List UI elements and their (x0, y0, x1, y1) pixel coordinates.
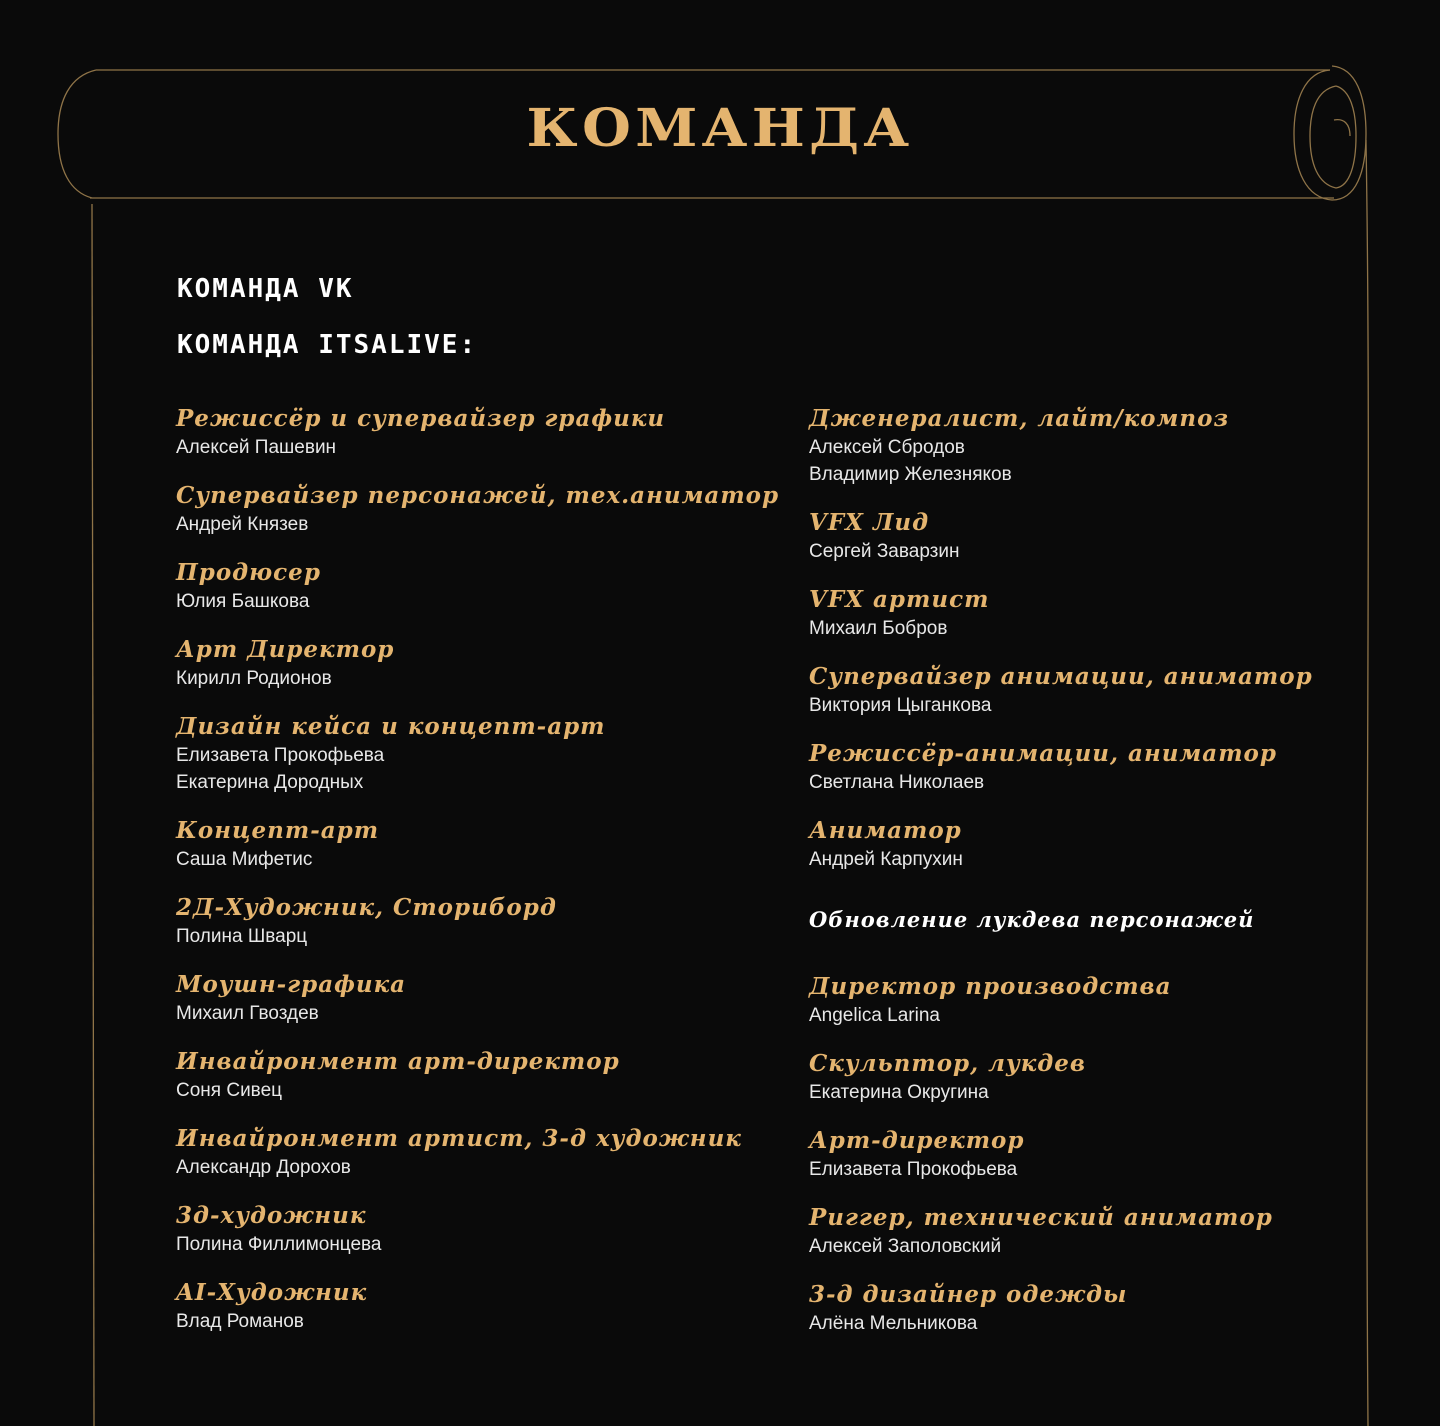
person-name: Михаил Бобров (809, 618, 948, 639)
role-title: Риггер, технический аниматор (809, 1204, 1273, 1231)
person-name: Елизавета Прокофьева (809, 1159, 1018, 1180)
role-title: Инвайронмент арт-директор (176, 1048, 620, 1075)
person-name: Соня Сивец (176, 1080, 283, 1101)
person-name: Андрей Карпухин (809, 849, 963, 870)
person-name: Екатерина Дородных (176, 772, 364, 793)
role-title: Моушн-графика (176, 971, 407, 998)
person-name: Влад Романов (176, 1311, 304, 1332)
person-name: Саша Мифетис (176, 849, 313, 870)
role-title: Режиссёр и супервайзер графики (176, 405, 666, 432)
lookdev-section-heading: Обновление лукдева персонажей (809, 907, 1255, 932)
role-title: Супервайзер анимации, аниматор (809, 663, 1313, 690)
scroll-left-edge (92, 204, 94, 1426)
person-name: Кирилл Родионов (176, 668, 332, 689)
left-credits-column (176, 404, 780, 1355)
person-name: Angelica Larina (809, 1005, 940, 1026)
credit-entry (176, 970, 776, 1027)
credit-entry (176, 635, 776, 692)
role-title: Режиссёр-анимации, аниматор (809, 740, 1277, 767)
role-title: Скульптор, лукдев (809, 1050, 1087, 1077)
role-title: VFX Лид (809, 509, 930, 536)
role-title: Продюсер (176, 559, 321, 586)
person-name: Сергей Заварзин (809, 541, 960, 562)
person-name: Светлана Николаев (809, 772, 985, 793)
person-name: Алексей Пашевин (176, 437, 337, 458)
person-name: Алексей Сбродов (809, 437, 965, 458)
credit-entry (809, 508, 1369, 565)
role-title: Арт-директор (809, 1127, 1025, 1154)
credit-entry (176, 1047, 776, 1104)
role-title: Супервайзер персонажей, тех.аниматор (176, 482, 780, 509)
credit-entry (176, 481, 780, 538)
page-title: КОМАНДА (526, 98, 914, 159)
person-name: Елизавета Прокофьева (176, 745, 385, 766)
credit-entry (809, 1126, 1369, 1183)
role-title: Аниматор (809, 817, 962, 844)
credit-entry (176, 1278, 776, 1335)
credit-entry (809, 1049, 1369, 1106)
right-credits-column (809, 404, 1369, 1357)
credit-entry (176, 712, 776, 796)
credit-entry (809, 816, 1369, 873)
team-vk-heading: КОМАНДА VK (177, 274, 354, 304)
role-title: 2Д-Художник, Сториборд (176, 894, 557, 921)
credit-entry (809, 739, 1369, 796)
person-name: Полина Шварц (176, 926, 308, 947)
credit-entry (809, 1280, 1369, 1337)
credit-entry (176, 1124, 776, 1181)
person-name: Алёна Мельникова (809, 1313, 978, 1334)
role-title: Инвайронмент артист, 3-д художник (176, 1125, 742, 1152)
role-title: Дженералист, лайт/композ (809, 405, 1230, 432)
role-title: VFX артист (809, 586, 990, 613)
credit-entry (176, 404, 776, 461)
credit-entry (176, 558, 776, 615)
role-title: Директор производства (809, 973, 1172, 1000)
credit-entry (176, 1201, 776, 1258)
role-title: Дизайн кейса и концепт-арт (176, 713, 606, 740)
person-name: Юлия Башкова (176, 591, 310, 612)
role-title: 3д-художник (176, 1202, 367, 1229)
credit-entry (176, 893, 776, 950)
credit-entry (809, 404, 1369, 488)
team-itsalive-heading: КОМАНДА ITSALIVE: (177, 330, 478, 360)
credit-entry (176, 816, 776, 873)
role-title: 3-д дизайнер одежды (809, 1281, 1128, 1308)
credit-entry (809, 1203, 1369, 1260)
person-name: Екатерина Округина (809, 1082, 989, 1103)
person-name: Владимир Железняков (809, 464, 1012, 485)
person-name: Андрей Князев (176, 514, 309, 535)
person-name: Алексей Заполовский (809, 1236, 1002, 1257)
credit-entry (809, 972, 1369, 1029)
person-name: Виктория Цыганкова (809, 695, 992, 716)
person-name: Полина Филлимонцева (176, 1234, 382, 1255)
role-title: Концепт-арт (176, 817, 380, 844)
person-name: Михаил Гвоздев (176, 1003, 319, 1024)
credit-entry (809, 662, 1369, 719)
role-title: AI-Художник (176, 1279, 368, 1306)
credit-entry (809, 585, 1369, 642)
person-name: Александр Дорохов (176, 1157, 351, 1178)
role-title: Арт Директор (176, 636, 395, 663)
